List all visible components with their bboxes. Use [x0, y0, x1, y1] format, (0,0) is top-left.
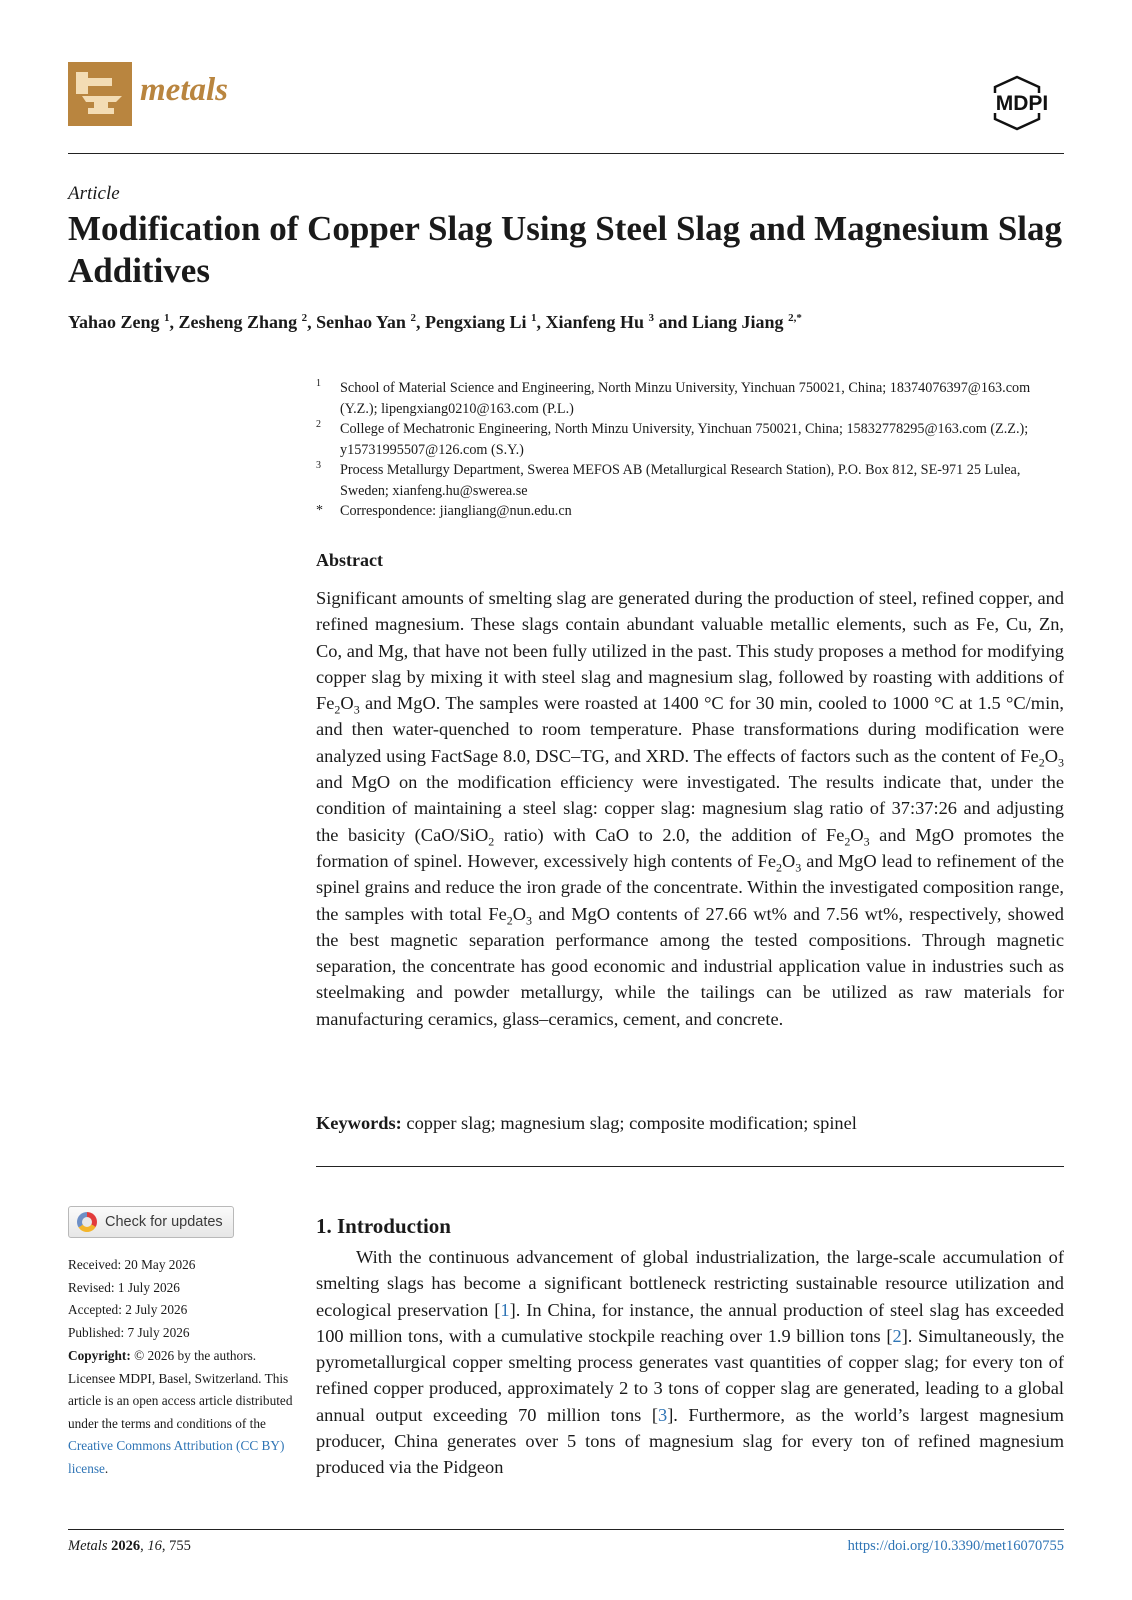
abstract-text: Significant amounts of smelting slag are generated during the production of steel, refined copper, and refined magnesium. These slags contain abundant valuable metallic elements, such as Fe, Cu, Zn, Co, and Mg, that have not been fully utilized in the past. This study proposes a method for modifying copper slag by mixing it with steel slag and magnesium slag, followed by roasting with additions of $Fe_2O_3$ and MgO. The samples were roasted at 1400 °C for 30 min, cooled to 1000 °C at 1.5 °C/min, and then water-quenched to room temperature. Phase transformations during modification were analyzed using FactSage 8.0, DSC–TG, and XRD. The effects of factors such as the content of $Fe_2O_3$ and MgO on the modification efficiency were investigated. The results indicate that, under the condition of maintaining a steel slag: copper slag: magnesium slag ratio of 37:37:26 and adjusting the basicity (CaO/SiO$_2$ ratio) with CaO to 2.0, the addition of $Fe_2O_3$ and MgO promotes the formation of spinel. However, excessively high contents of $Fe_2O_3$ and MgO lead to refinement of the spinel grains and reduce the iron grade of the concentrate. Within the investigated composition range, the samples with total $Fe_2O_3$ and MgO contents of 27.66 wt% and 7.56 wt%, respectively, showed the best magnetic separation performance among the tested compositions. Through magnetic separation, the concentrate has good economic and industrial application value in industries such as steelmaking and powder metallurgy, while the tailings can be utilized as raw materials for manufacturing ceramics, glass–ceramics, cement, and concrete.	[316, 588, 1064, 1029]
author-name: Yahao Zeng	[68, 312, 160, 332]
introduction-text: With the continuous advancement of global industrialization, the large-scale accumulation of smelting slags has become a significant bottleneck restricting sustainable resource utilization and ecological preservation [1]. In China, for instance, the annual production of steel slag has exceeded 100 million tons, with a cumulative stockpile reaching over 1.9 billion tons [2]. Simultaneously, the pyrometallurgical copper smelting process generates vast quantities of copper slag; for every ton of refined copper produced, approximately 2 to 3 tons of copper slag are generated, leading to a global annual output exceeding 70 million tons [3]. Furthermore, as the world’s largest magnesium producer, China generates over 5 tons of magnesium slag for every ton of refined magnesium produced via the Pidgeon	[316, 1247, 1065, 1478]
author-name: Senhao Yan	[316, 312, 406, 332]
reference-link[interactable]: 2	[892, 1325, 902, 1346]
article-title: Modification of Copper Slag Using Steel Slag and Magnesium Slag Additives	[68, 209, 1063, 290]
doi-link[interactable]: https://doi.org/10.3390/met16070755	[847, 1538, 1064, 1554]
journal-name: metals	[140, 72, 228, 108]
keywords	[316, 1113, 857, 1134]
author-name: Pengxiang Li	[424, 312, 527, 332]
affiliation-item: 3 Process Metallurgy Department, Swerea MEFOS AB (Metallurgical Research Station), P.O. Box 812, SE-971 25 Lulea, Sweden; xianfeng.hu@swerea.se	[316, 460, 1021, 499]
check-for-updates-button[interactable]	[68, 1206, 234, 1238]
section-heading-introduction: 1. Introduction	[316, 1214, 451, 1238]
affiliation-item: 2 College of Mechatronic Engineering, North Minzu University, Yinchuan 750021, China; 15832778295@163.com (Z.Z.); y15731995507@126.com (S.Y.)	[316, 419, 1029, 458]
affiliations	[316, 378, 1066, 522]
citation: Metals 2026, 16, 755	[68, 1538, 191, 1554]
author-affiliation-mark: 3	[648, 312, 654, 324]
revised-date: Revised: 1 July 2026	[68, 1279, 180, 1295]
mdpi-logo-text: MDPI	[995, 92, 1049, 115]
article-type: Article	[68, 183, 120, 204]
mdpi-logo	[979, 75, 1065, 136]
keywords-list: copper slag; magnesium slag; composite modification; spinel	[406, 1113, 857, 1133]
affiliation-item: 1 School of Material Science and Engineering, North Minzu University, Yinchuan 750021, China; 18374076397@163.com (Y.Z.); lipengxiang0210@163.com (P.L.)	[316, 378, 1031, 417]
copyright-notice: Copyright: © 2026 by the authors. Licensee MDPI, Basel, Switzerland. This article is an open access article distributed under the terms and conditions of the Creative Commons Attribution (CC BY) license.	[68, 1348, 293, 1476]
license-link[interactable]: Creative Commons Attribution (CC BY) license	[68, 1438, 285, 1476]
abstract-divider	[316, 1166, 1064, 1167]
accepted-date: Accepted: 2 July 2026	[68, 1302, 188, 1317]
reference-link[interactable]: 1	[500, 1299, 510, 1320]
author-affiliation-mark: 2,*	[788, 312, 802, 324]
received-date: Received: 20 May 2026	[68, 1257, 196, 1272]
author-affiliation-mark: 1	[164, 312, 170, 324]
publication-dates	[68, 1254, 195, 1344]
footer-divider	[68, 1529, 1064, 1530]
journal-logo	[68, 62, 132, 126]
anvil-hammer-icon	[68, 62, 132, 126]
published-date: Published: 7 July 2026	[68, 1324, 190, 1340]
author-affiliation-mark: 2	[410, 312, 416, 324]
reference-link[interactable]: 3	[657, 1404, 668, 1425]
author-affiliation-mark: 1	[530, 312, 537, 324]
author-list: Yahao Zeng $^1$, Zesheng Zhang $^2$, Senhao Yan $^2$, Pengxiang Li $^1$, Xianfeng Hu $^3$ and Liang Jiang $^{2,*}$	[68, 312, 802, 332]
author-name: Xianfeng Hu	[545, 312, 644, 332]
crossmark-icon	[77, 1212, 97, 1232]
correspondence: * Correspondence: jiangliang@nun.edu.cn	[316, 503, 572, 519]
header-divider	[68, 153, 1064, 154]
keywords-label: Keywords:	[316, 1113, 402, 1133]
abstract-heading: Abstract	[316, 550, 383, 570]
check-for-updates-label: Check for updates	[105, 1214, 223, 1230]
author-name: Zesheng Zhang	[178, 312, 298, 332]
author-affiliation-mark: 2	[301, 312, 308, 324]
author-name: Liang Jiang	[692, 312, 784, 332]
